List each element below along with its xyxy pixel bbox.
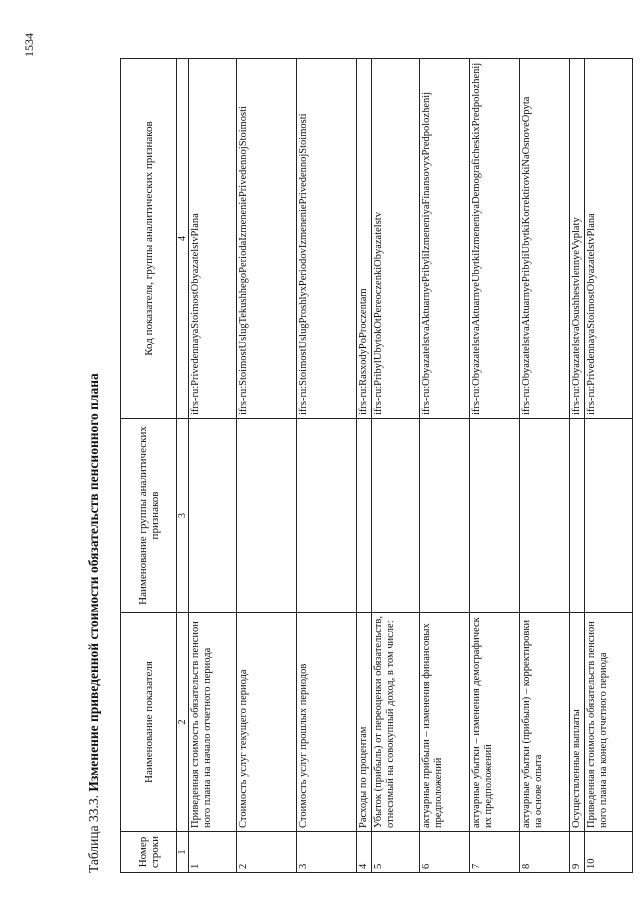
- group-name: [585, 419, 633, 613]
- row-number: 6: [420, 832, 470, 873]
- row-number: 8: [520, 832, 570, 873]
- header-group-name: Наименование группы аналитических признаков: [121, 419, 177, 613]
- header-code: Код показателя, группы аналитических признаков: [121, 59, 177, 419]
- indicator-code: ifrs-ru:ObyazatelstvaAktuarnyePribyliUbytkiKorrektirovkiNaOsnoveOpyta: [520, 59, 570, 419]
- indicator-code: ifrs-ru:PribylUbytokOtPereoczenkiObyazatelstv: [372, 59, 420, 419]
- group-name: [189, 419, 237, 613]
- table-caption-prefix: Таблица 33.3.: [86, 791, 101, 873]
- indicator-name: Осуществленные выплаты: [570, 613, 585, 832]
- table-row: [357, 59, 372, 873]
- table-caption: [86, 53, 102, 873]
- table-row: [189, 59, 237, 873]
- indicator-name: актуарные убытки (прибыли) – корректировки на основе опыта: [520, 613, 570, 832]
- group-name: [470, 419, 520, 613]
- indicator-name: Убыток (прибыль) от переоценки обязательств, отнесимый на совокупный доход, в том числе:: [372, 613, 420, 832]
- table-header-row: [121, 59, 177, 873]
- indicator-code: ifrs-ru:ObyazatelstvaAktuarnyePribyliIzmeneniyaFinansovyxPredpolozhenij: [420, 59, 470, 419]
- table-row: [420, 59, 470, 873]
- column-number: 2: [177, 613, 189, 832]
- indicator-name: актуарные прибыли – изменения финансовых предположений: [420, 613, 470, 832]
- group-name: [372, 419, 420, 613]
- indicator-code: ifrs-ru:RasxodyPoProczentam: [357, 59, 372, 419]
- row-number: 4: [357, 832, 372, 873]
- group-name: [237, 419, 297, 613]
- indicator-code: ifrs-ru:ObyazatelstvaOsushhestvlennyeVyplaty: [570, 59, 585, 419]
- indicator-code: ifrs-ru:StoimostUslugTekushhegoPeriodaIzmeneniePrivedennojStoimosti: [237, 59, 297, 419]
- indicators-table: [120, 58, 633, 873]
- table-row: [585, 59, 633, 873]
- table-row: [372, 59, 420, 873]
- group-name: [420, 419, 470, 613]
- indicator-name: Расходы по процентам: [357, 613, 372, 832]
- table-caption-title: Изменение приведенной стоимости обязательств пенсионного плана: [86, 373, 101, 792]
- row-number: 7: [470, 832, 520, 873]
- row-number: 1: [189, 832, 237, 873]
- indicator-name: Стоимость услуг текущего периода: [237, 613, 297, 832]
- table-row: [570, 59, 585, 873]
- indicator-code: ifrs-ru:PrivedennayaStoimostObyazatelstvPlana: [189, 59, 237, 419]
- column-number: 1: [177, 832, 189, 873]
- group-name: [570, 419, 585, 613]
- page-number: 1534: [22, 33, 36, 57]
- group-name: [520, 419, 570, 613]
- group-name: [297, 419, 357, 613]
- row-number: 5: [372, 832, 420, 873]
- row-number: 9: [570, 832, 585, 873]
- table-row: [470, 59, 520, 873]
- header-row-number: Номер строки: [121, 832, 177, 873]
- table-row: [297, 59, 357, 873]
- row-number: 3: [297, 832, 357, 873]
- row-number: 2: [237, 832, 297, 873]
- table-row: [520, 59, 570, 873]
- group-name: [357, 419, 372, 613]
- indicator-name: Приведенная стоимость обязательств пенсионного плана на начало отчетного периода: [189, 613, 237, 832]
- indicator-name: Стоимость услуг прошлых периодов: [297, 613, 357, 832]
- column-numbers-row: [177, 59, 189, 873]
- indicator-code: ifrs-ru:ObyazatelstvaAktuarnyeUbytkiIzmeneniyaDemograficheskixPredpolozhenij: [470, 59, 520, 419]
- column-number: 4: [177, 59, 189, 419]
- table-row: [237, 59, 297, 873]
- indicator-name: Приведенная стоимость обязательств пенсионного плана на конец отчетного периода: [585, 613, 633, 832]
- indicator-code: ifrs-ru:PrivedennayaStoimostObyazatelstvPlana: [585, 59, 633, 419]
- column-number: 3: [177, 419, 189, 613]
- header-indicator-name: Наименование показателя: [121, 613, 177, 832]
- row-number: 10: [585, 832, 633, 873]
- indicator-name: актуарные убытки – изменения демографических предположений: [470, 613, 520, 832]
- indicator-code: ifrs-ru:StoimostUslugProshlyxPeriodovIzmeneniePrivedennojStoimosti: [297, 59, 357, 419]
